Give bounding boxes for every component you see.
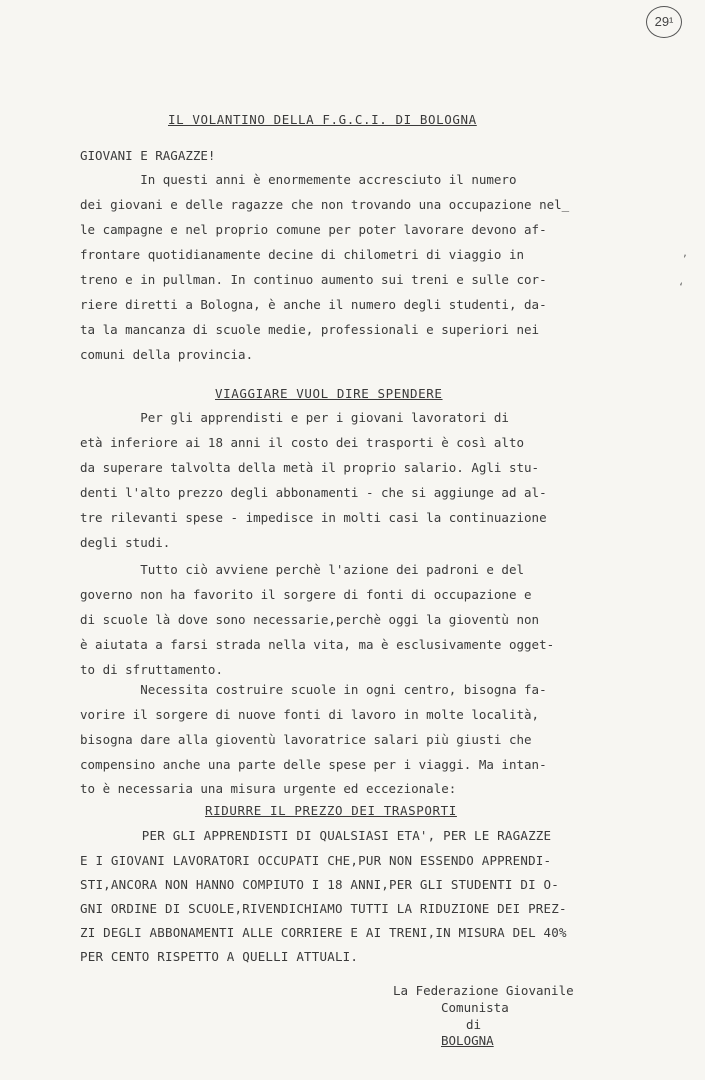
text-line: to è necessaria una misura urgente ed eccezionale: [80, 781, 457, 796]
text-line: frontare quotidianamente decine di chilometri di viaggio in [80, 247, 525, 262]
text-line: ZI DEGLI ABBONAMENTI ALLE CORRIERE E AI TRENI,IN MISURA DEL 40% [80, 925, 567, 940]
section-heading: RIDURRE IL PREZZO DEI TRASPORTI [205, 803, 457, 818]
text-line: Tutto ciò avviene perchè l'azione dei padroni e del [80, 562, 525, 577]
text-line: PER GLI APPRENDISTI DI QUALSIASI ETA', PER LE RAGAZZE [80, 828, 552, 843]
text-line: compensino anche una parte delle spese per i viaggi. Ma intan- [80, 757, 547, 772]
margin-mark: ‘ [678, 282, 685, 293]
document-title: IL VOLANTINO DELLA F.G.C.I. DI BOLOGNA [168, 112, 477, 127]
signature-line: BOLOGNA [441, 1033, 494, 1048]
text-line: età inferiore ai 18 anni il costo dei trasporti è così alto [80, 435, 525, 450]
text-line: governo non ha favorito il sorgere di fonti di occupazione e [80, 587, 532, 602]
section-heading: VIAGGIARE VUOL DIRE SPENDERE [215, 386, 443, 401]
text-line: In questi anni è enormemente accresciuto il numero [80, 172, 517, 187]
text-line: dei giovani e delle ragazze che non trovando una occupazione nel_ [80, 197, 570, 212]
text-line: to di sfruttamento. [80, 662, 223, 677]
text-line: vorire il sorgere di nuove fonti di lavoro in molte località, [80, 707, 540, 722]
signature-line: di [466, 1017, 482, 1032]
margin-mark: , [682, 248, 689, 259]
text-line: comuni della provincia. [80, 347, 254, 362]
text-line: treno e in pullman. In continuo aumento sui treni e sulle cor- [80, 272, 547, 287]
text-line: le campagne e nel proprio comune per poter lavorare devono af- [80, 222, 547, 237]
page-number-stamp: 29¹ [646, 6, 682, 38]
text-line: di scuole là dove sono necessarie,perchè oggi la gioventù non [80, 612, 540, 627]
text-line: denti l'alto prezzo degli abbonamenti - che si aggiunge ad al- [80, 485, 547, 500]
text-line: E I GIOVANI LAVORATORI OCCUPATI CHE,PUR NON ESSENDO APPRENDI- [80, 853, 552, 868]
text-line: degli studi. [80, 535, 171, 550]
text-line: riere diretti a Bologna, è anche il numero degli studenti, da- [80, 297, 547, 312]
text-line: bisogna dare alla gioventù lavoratrice salari più giusti che [80, 732, 532, 747]
signature-line: Comunista [441, 1000, 509, 1015]
greeting: GIOVANI E RAGAZZE! [80, 148, 216, 163]
text-line: è aiutata a farsi strada nella vita, ma è esclusivamente ogget- [80, 637, 555, 652]
text-line: da superare talvolta della metà il proprio salario. Agli stu- [80, 460, 540, 475]
text-line: STI,ANCORA NON HANNO COMPIUTO I 18 ANNI,PER GLI STUDENTI DI O- [80, 877, 559, 892]
text-line: ta la mancanza di scuole medie, professionali e superiori nei [80, 322, 540, 337]
signature-line: La Federazione Giovanile [393, 983, 574, 998]
text-line: Necessita costruire scuole in ogni centro, bisogna fa- [80, 682, 547, 697]
text-line: Per gli apprendisti e per i giovani lavoratori di [80, 410, 509, 425]
text-line: GNI ORDINE DI SCUOLE,RIVENDICHIAMO TUTTI LA RIDUZIONE DEI PREZ- [80, 901, 567, 916]
text-line: tre rilevanti spese - impedisce in molti casi la continuazione [80, 510, 547, 525]
text-line: PER CENTO RISPETTO A QUELLI ATTUALI. [80, 949, 359, 964]
